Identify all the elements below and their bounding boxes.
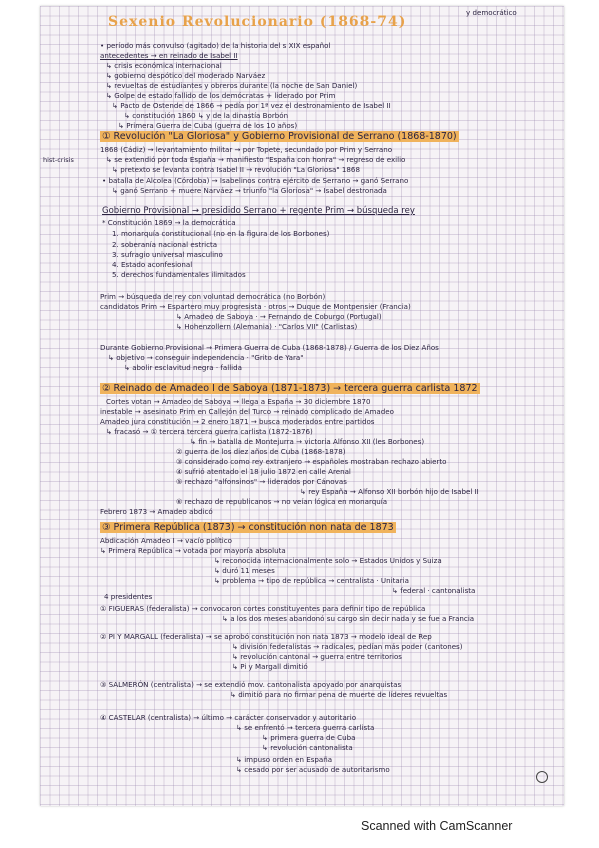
note-line: ↳ abolir esclavitud negra · fallida <box>124 363 242 372</box>
section-heading-text: ① Revolución "La Gloriosa" y Gobierno Provisional de Serrano (1868-1870) <box>102 131 457 142</box>
note-line: ↳ duró 11 meses <box>214 566 275 575</box>
note-line: Prim → búsqueda de rey con voluntad democrática (no Borbón) <box>100 292 326 301</box>
note-line: ↳ se enfrentó → tercera guerra carlista <box>236 723 375 732</box>
note-line: antecedentes → en reinado de Isabel II <box>100 51 238 60</box>
note-line: ↳ crisis económica internacional <box>106 61 222 70</box>
note-line: ↳ pretexto se levanta contra Isabel II → revolución "La Gloriosa" 1868 <box>112 165 360 174</box>
note-line: ↳ Hohenzollern (Alemania) · "Carlos VII" (Carlistas) <box>176 322 358 331</box>
section-heading-text: ③ Primera República (1873) → constitución non nata de 1873 <box>102 522 394 533</box>
note-line: 1868 (Cádiz) → levantamiento militar → por Topete, secundado por Prim y Serrano <box>100 145 393 154</box>
note-line: ↳ Golpe de estado fallido de los demócratas + liderado por Prim <box>106 91 336 100</box>
note-line: ↳ se extendió por toda España → manifiesto "España con honra" → regreso de exilio <box>106 155 406 164</box>
note-line: ② PI Y MARGALL (federalista) → se aprobó constitución non nata 1873 → modelo ideal de Rep <box>100 632 432 641</box>
note-line: ① FIGUERAS (federalista) → convocaron cortes constituyentes para definir tipo de república <box>100 604 426 613</box>
note-line: • batalla de Alcolea (Córdoba) → Isabelinos contra ejército de Serrano → ganó Serrano <box>102 176 409 185</box>
note-line: ④ sufrió atentado el 18 julio 1872 en calle Arenal <box>176 467 351 476</box>
note-line: ↳ a los dos meses abandonó su cargo sin decir nada y se fue a Francia <box>222 614 475 623</box>
note-line: ↳ gobierno despótico del moderado Narváez <box>106 71 266 80</box>
note-line: ↳ problema → tipo de república → centralista · Unitaria <box>214 576 409 585</box>
note-line: 4 presidentes <box>104 592 153 601</box>
note-line: ④ CASTELAR (centralista) → último → carácter conservador y autoritario <box>100 713 357 722</box>
note-line: 4. Estado aconfesional <box>112 260 193 269</box>
note-line: ↳ fin → batalla de Montejurra → victoria Alfonso XII (les Borbones) <box>190 437 425 446</box>
note-line: ↳ federal · cantonalista <box>392 586 476 595</box>
note-line: ↳ dimitió para no firmar pena de muerte de líderes revueltas <box>230 690 448 699</box>
note-line: candidatos Prim → Espartero muy progresista · otros → Duque de Montpensier (Francia) <box>100 302 411 311</box>
note-line: 5. derechos fundamentales ilimitados <box>112 270 246 279</box>
note-line: ↳ Primera Guerra de Cuba (guerra de los 10 años) <box>118 121 298 130</box>
scanner-watermark: Scanned with CamScanner <box>361 819 513 833</box>
title-annotation: y democrático <box>466 8 517 17</box>
section-heading <box>100 522 396 533</box>
note-line: ↳ rey España → Alfonso XII borbón hijo de Isabel II <box>300 487 479 496</box>
note-line: ↳ división federalistas → radicales, pedían más poder (cantones) <box>232 642 463 651</box>
section-heading <box>100 131 459 142</box>
page-corner-mark <box>536 771 548 783</box>
note-line: ↳ primera guerra de Cuba <box>262 733 356 742</box>
note-line: Febrero 1873 → Amadeo abdicó <box>100 507 213 516</box>
note-line: ↳ constitución 1860 ↳ y de la dinastía Borbón <box>124 111 289 120</box>
note-line: ③ considerado como rey extranjero → españoles mostraban rechazo abierto <box>176 457 447 466</box>
note-line: ↳ Amadeo de Saboya · → Fernando de Coburgo (Portugal) <box>176 312 382 321</box>
section-heading <box>100 383 480 394</box>
note-line: ↳ cesado por ser acusado de autoritarismo <box>236 765 390 774</box>
note-line: Amadeo jura constitución → 2 enero 1871 → busca moderados entre partidos <box>100 417 375 426</box>
note-line: ② guerra de los diez años de Cuba (1868-1878) <box>176 447 346 456</box>
note-line: ③ SALMERÓN (centralista) → se extendió mov. cantonalista apoyado por anarquistas <box>100 680 402 689</box>
note-line: ⑤ rechazo "alfonsinos" → liderados por Cánovas <box>176 477 347 486</box>
note-line: * Constitución 1869 → la democrática <box>102 218 236 227</box>
note-line: ↳ ganó Serrano + muere Narváez → triunfo "la Gloriosa" → Isabel destronada <box>112 186 387 195</box>
subsection-heading: Gobierno Provisional → presidido Serrano + regente Prim → búsqueda rey <box>102 206 415 216</box>
note-line: ⑥ rechazo de republicanos → no veían lógica en monarquía <box>176 497 388 506</box>
note-line: Abdicación Amadeo I → vacío político <box>100 536 232 545</box>
note-line: ↳ fracasó → ① tercera tercera guerra carlista (1872-1876) <box>106 427 313 436</box>
section-heading-text: ② Reinado de Amadeo I de Saboya (1871-1873) → tercera guerra carlista 1872 <box>102 383 478 394</box>
note-line: ↳ revueltas de estudiantes y obreros durante (la noche de San Daniel) <box>106 81 358 90</box>
note-line: 1. monarquía constitucional (no en la figura de los Borbones) <box>112 229 330 238</box>
note-line: 2. soberanía nacional estricta <box>112 240 218 249</box>
page-title: Sexenio Revolucionario (1868-74) <box>108 14 407 30</box>
note-line: ↳ impuso orden en España <box>236 755 333 764</box>
note-line: • período más convulso (agitado) de la historia del s XIX español <box>100 41 331 50</box>
note-line: Durante Gobierno Provisional → Primera Guerra de Cuba (1868-1878) / Guerra de los Diez Años <box>100 343 439 352</box>
note-line: ↳ revolución cantonal → guerra entre territorios <box>232 652 402 661</box>
note-line: ↳ reconocida internacionalmente solo → Estados Unidos y Suiza <box>214 556 442 565</box>
note-line: ↳ Primera República → votada por mayoría absoluta <box>100 546 286 555</box>
note-line: ↳ revolución cantonalista <box>262 743 353 752</box>
note-line: ↳ Pi y Margall dimitió <box>232 662 308 671</box>
note-line: inestable → asesinato Prim en Callejón del Turco → reinado complicado de Amadeo <box>100 407 394 416</box>
note-line: 3. sufragio universal masculino <box>112 250 223 259</box>
note-line: ↳ Pacto de Ostende de 1866 → pedía por 1ª vez el destronamiento de Isabel II <box>112 101 391 110</box>
note-line: ↳ objetivo → conseguir independencia · "Grito de Yara" <box>108 353 304 362</box>
note-line: Cortes votan → Amadeo de Saboya → llega a España → 30 diciembre 1870 <box>106 397 371 406</box>
margin-note: hist-crisis <box>43 156 74 164</box>
